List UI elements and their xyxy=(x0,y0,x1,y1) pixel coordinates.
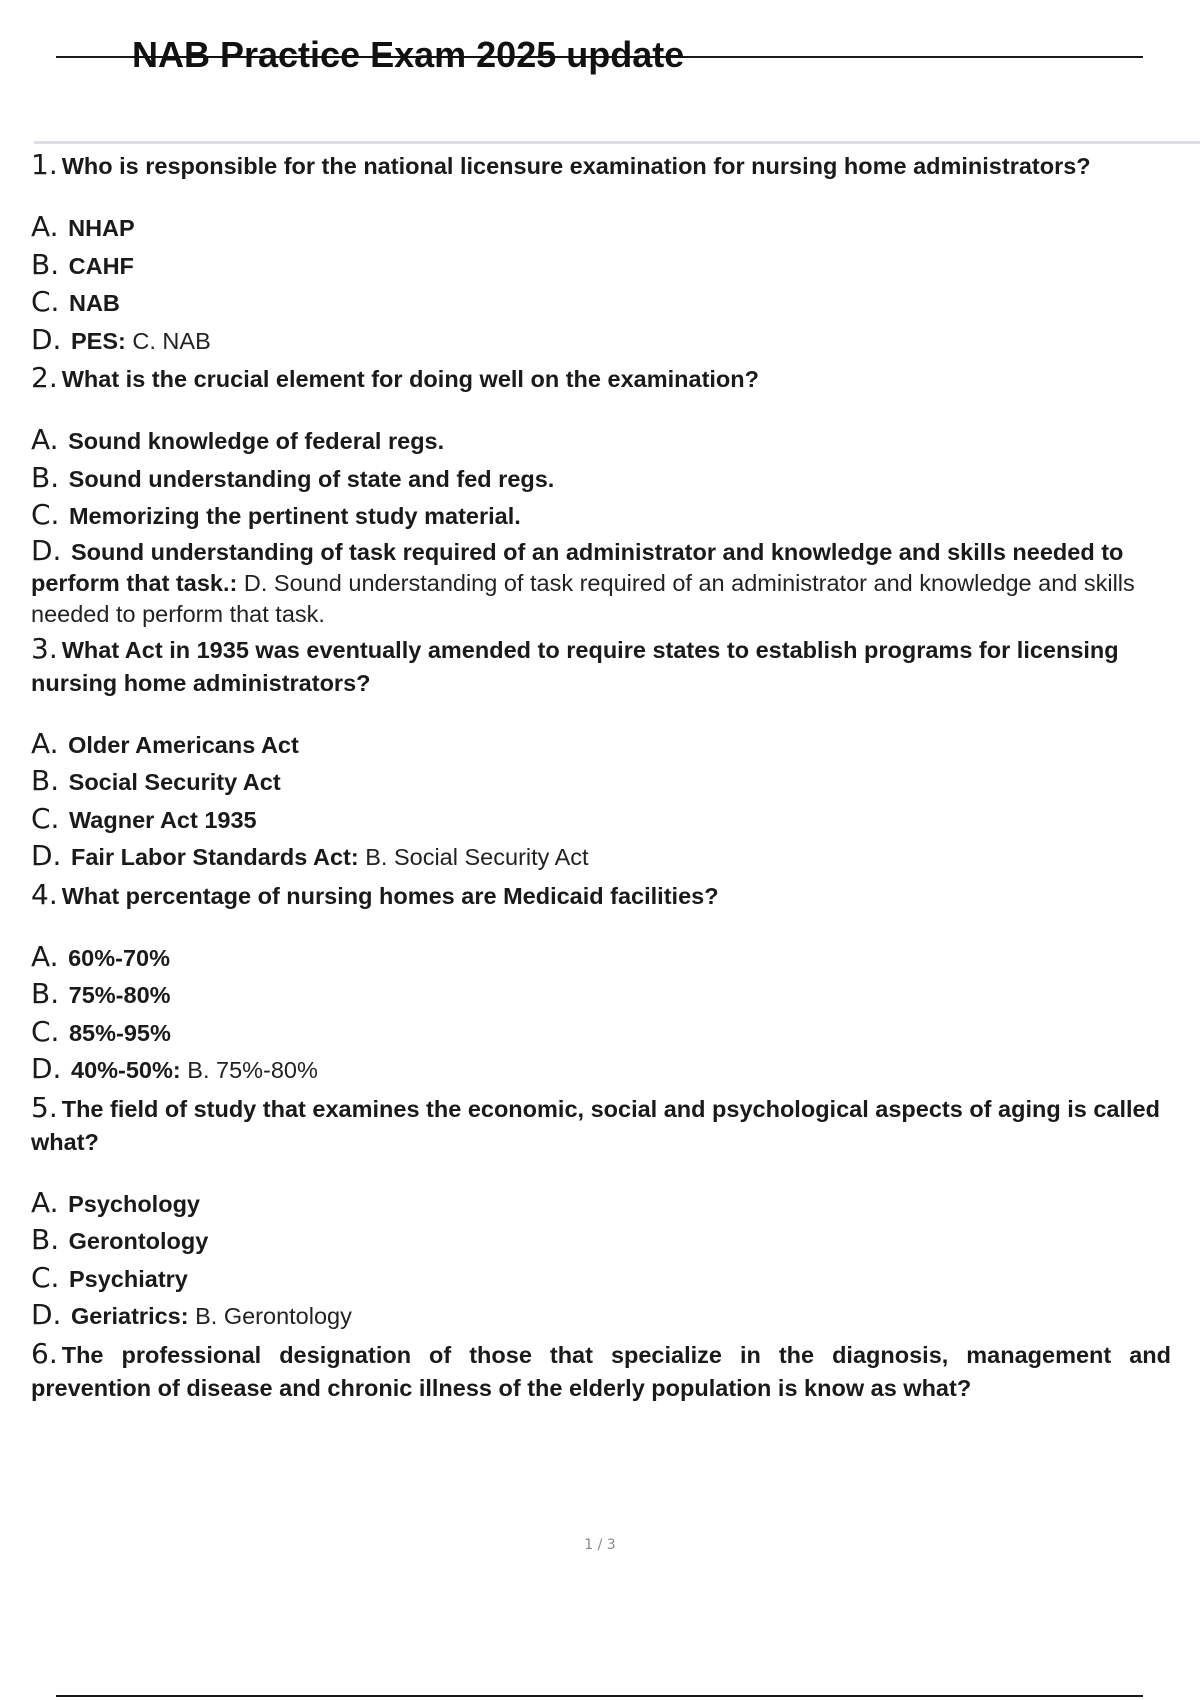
question-number: 2. xyxy=(31,361,58,394)
option-b: B. 75%-80% xyxy=(31,977,171,1010)
question-2 xyxy=(31,359,1171,630)
option-d: D. Fair Labor Standards Act: B. Social Security Act xyxy=(31,839,589,872)
answer-key: D. Sound understanding of task required of an administrator and knowledge and skills needed to perform that task. xyxy=(31,569,1135,627)
question-number: 1. xyxy=(31,148,58,181)
question-number: 3. xyxy=(31,631,58,665)
question-5 xyxy=(31,1089,1171,1335)
option-b: B. Gerontology xyxy=(31,1223,209,1256)
question-4 xyxy=(31,876,1171,1089)
question-text: 2. What is the crucial element for doing well on the examination? xyxy=(31,361,759,394)
question-list xyxy=(31,146,1171,1405)
option-c: C. NAB xyxy=(31,285,120,318)
option-c: C. Wagner Act 1935 xyxy=(31,801,257,835)
option-a: A. Psychology xyxy=(31,1185,200,1219)
footer-rule xyxy=(56,1695,1143,1697)
question-6 xyxy=(31,1335,1171,1405)
answer-key: B. 75%-80% xyxy=(187,1057,318,1083)
option-b: B. Sound understanding of state and fed regs. xyxy=(31,460,555,494)
answer-key: B. Gerontology xyxy=(195,1303,352,1329)
question-text: 6. The professional designation of those that specialize in the diagnosis, management and prevention of disease and chronic illness of the elderly population is know as what? xyxy=(31,1336,1171,1401)
option-list xyxy=(31,209,1171,359)
option-d: D. Sound understanding of task required of an administrator and knowledge and skills needed to perform that task.: D. Sound understanding of task required of an administrator and knowledge and skills needed to perform that task. xyxy=(31,533,1135,627)
question-text: 5. The field of study that examines the economic, social and psychological aspects of aging is called what? xyxy=(31,1090,1160,1155)
question-number: 4. xyxy=(31,877,58,911)
answer-key: B. Social Security Act xyxy=(365,844,589,870)
option-a: A. NHAP xyxy=(31,210,135,243)
option-list xyxy=(31,422,1171,630)
option-list xyxy=(31,939,1171,1089)
page-indicator: 1 / 3 xyxy=(584,1537,616,1553)
question-text: 4. What percentage of nursing homes are Medicaid facilities? xyxy=(31,877,719,911)
question-1 xyxy=(31,146,1171,359)
option-list xyxy=(31,726,1171,876)
option-b: B. Social Security Act xyxy=(31,764,281,797)
document-title: NAB Practice Exam 2025 update xyxy=(132,34,685,75)
option-b: B. CAHF xyxy=(31,247,134,281)
option-d: D. 40%-50%: B. 75%-80% xyxy=(31,1052,318,1085)
question-3 xyxy=(31,630,1171,876)
question-text: 1. Who is responsible for the national licensure examination for nursing home administrators? xyxy=(31,148,1091,181)
option-d: D. Geriatrics: B. Gerontology xyxy=(31,1298,352,1331)
title-strikethrough xyxy=(132,56,682,58)
option-a: A. Sound knowledge of federal regs. xyxy=(31,423,445,456)
option-c: C. Memorizing the pertinent study material. xyxy=(31,498,521,531)
question-number: 6. xyxy=(31,1336,58,1370)
option-a: A. 60%-70% xyxy=(31,939,170,973)
option-a: A. Older Americans Act xyxy=(31,726,299,760)
section-divider xyxy=(34,141,1200,144)
option-list xyxy=(31,1185,1171,1335)
option-c: C. Psychiatry xyxy=(31,1260,188,1294)
question-text: 3. What Act in 1935 was eventually amended to require states to establish programs for licensing nursing home administrators? xyxy=(31,631,1119,696)
question-number: 5. xyxy=(31,1090,58,1124)
option-d: D. PES: C. NAB xyxy=(31,322,211,356)
answer-key: C. NAB xyxy=(132,327,211,354)
option-c: C. 85%-95% xyxy=(31,1014,171,1048)
